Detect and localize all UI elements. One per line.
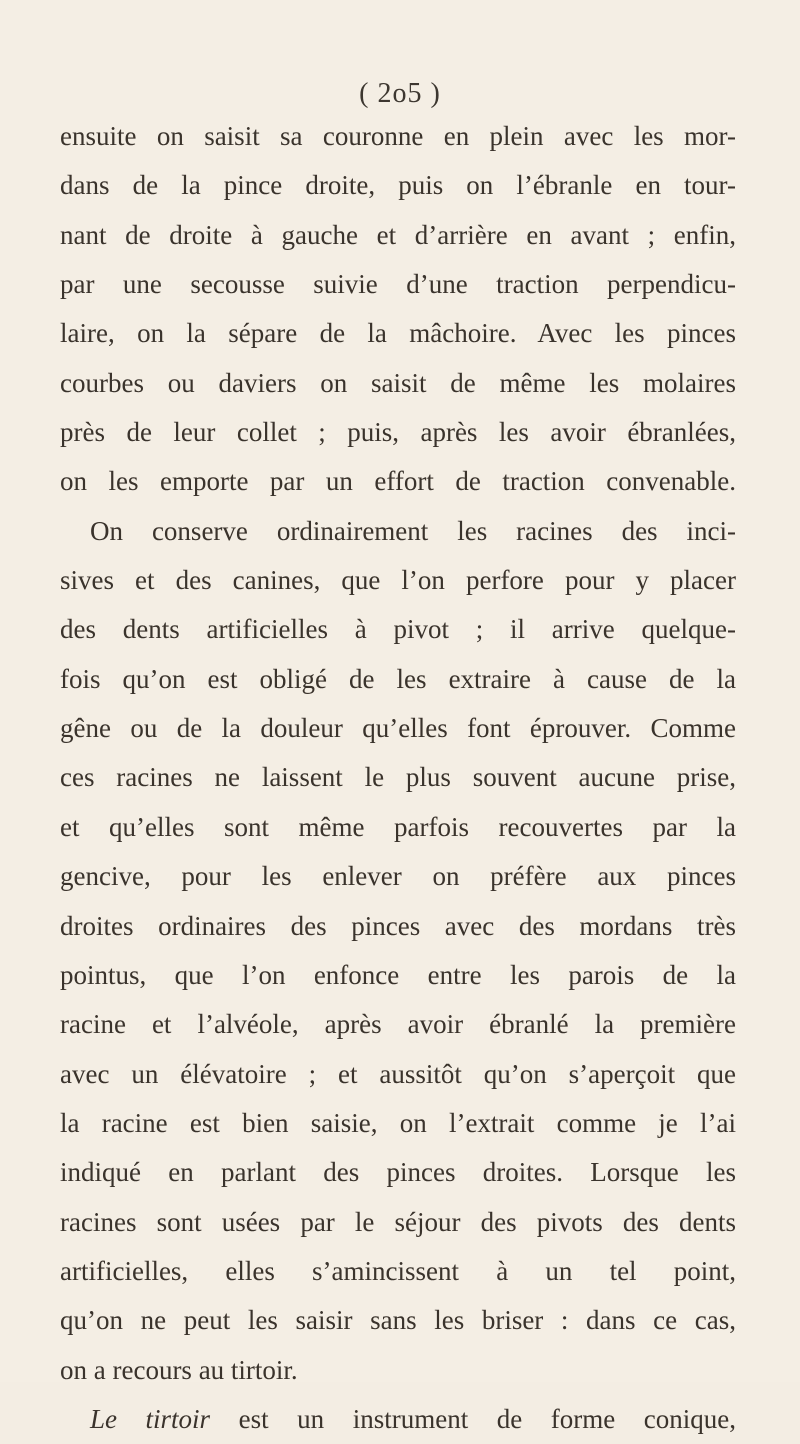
text-line-25: qu’on ne peut les saisir sans les briser : dans ce cas, (60, 1305, 736, 1336)
italic-term-tirtoir: Le tirtoir (90, 1403, 211, 1434)
text-line-2: dans de la pince droite, puis on l’ébranle en tour- (60, 170, 736, 201)
text-line-27-rest: est un instrument de forme conique, (210, 1403, 736, 1434)
text-line-15: et qu’elles sont même parfois recouvertes par la (60, 811, 736, 842)
text-line-18: pointus, que l’on enfonce entre les parois de la (60, 959, 736, 990)
text-line-13: gêne ou de la douleur qu’elles font éprouver. Comme (60, 713, 736, 744)
text-line-9: On conserve ordinairement les racines des inci- (90, 515, 736, 546)
text-line-1: ensuite on saisit sa couronne en plein avec les mor- (60, 121, 736, 151)
text-line-6: courbes ou daviers on saisit de même les molaires (60, 367, 736, 398)
text-line-21: la racine est bien saisie, on l’extrait comme je l’ai (60, 1107, 736, 1138)
text-line-22: indiqué en parlant des pinces droites. Lorsque les (60, 1157, 736, 1188)
body-text (60, 112, 736, 1444)
text-line-20: avec un élévatoire ; et aussitôt qu’on s’aperçoit que (60, 1058, 736, 1089)
text-line-4: par une secousse suivie d’une traction perpendicu- (60, 269, 736, 300)
text-line-27 (60, 1395, 736, 1444)
text-line-8: on les emporte par un effort de traction convenable. (60, 466, 736, 497)
text-line-26: on a recours au tirtoir. (60, 1354, 298, 1385)
text-line-17: droites ordinaires des pinces avec des mordans très (60, 910, 736, 941)
text-line-5: laire, on la sépare de la mâchoire. Avec les pinces (60, 318, 736, 349)
text-line-3: nant de droite à gauche et d’arrière en avant ; enfin, (60, 219, 736, 250)
page-number: ( 2o5 ) (359, 78, 441, 109)
text-line-24: artificielles, elles s’amincissent à un tel point, (60, 1255, 736, 1286)
text-line-14: ces racines ne laissent le plus souvent aucune prise, (60, 762, 736, 793)
text-line-11: des dents artificielles à pivot ; il arrive quelque- (60, 614, 736, 645)
text-line-7: près de leur collet ; puis, après les avoir ébranlées, (60, 417, 736, 448)
text-line-12: fois qu’on est obligé de les extraire à cause de la (60, 663, 736, 694)
text-line-23: racines sont usées par le séjour des pivots des dents (60, 1206, 736, 1237)
text-line-10: sives et des canines, que l’on perfore pour y placer (60, 565, 736, 596)
text-line-16: gencive, pour les enlever on préfère aux pinces (60, 861, 736, 892)
text-line-19: racine et l’alvéole, après avoir ébranlé la première (60, 1009, 736, 1040)
